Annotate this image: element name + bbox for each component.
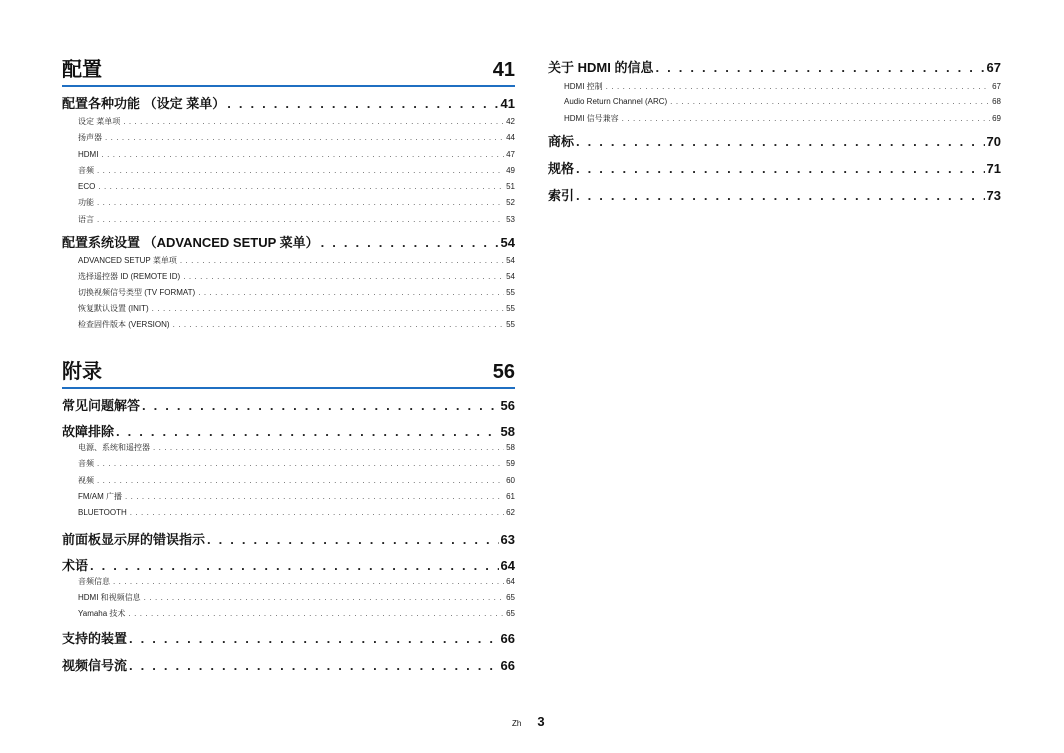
subsection-page: 60 [506,475,515,485]
section-page: 66 [500,630,515,646]
subsection-title: 视频 [78,475,94,485]
dot-leader [670,97,990,107]
chapter-page-number: 56 [492,361,515,384]
section-page: 73 [986,188,1001,203]
subsection-page: 62 [506,508,515,518]
dot-leader [129,631,499,647]
dot-leader [116,424,499,440]
section-title: 故障排除 [62,424,115,440]
dot-leader [576,161,985,177]
subsection-title: HDMI 和视频信息 [78,592,141,602]
section-page: 67 [986,60,1001,75]
subsection-page: 44 [506,133,515,143]
toc-subsection[interactable] [62,215,515,231]
section-page: 64 [500,557,515,573]
dot-leader [655,60,984,76]
subsection-title: HDMI [78,149,99,159]
dot-leader [606,82,990,92]
section-title: 关于 HDMI 的信息 [548,60,654,75]
section-title: 支持的装置 [62,630,128,646]
toc-subsection-list [62,256,515,336]
toc-subsection[interactable] [548,97,1001,115]
subsection-page: 55 [506,320,515,330]
toc-subsection[interactable] [62,492,515,508]
dot-leader [207,532,499,548]
subsection-page: 64 [506,576,515,586]
section-title: 配置系统设置 （ADVANCED SETUP 菜单） [62,235,319,251]
subsection-title: 扬声器 [78,133,102,143]
subsection-title: 语言 [78,214,94,224]
subsection-title: FM/AM 广播 [78,491,122,501]
subsection-page: 68 [992,96,1001,106]
section-page: 66 [500,657,515,673]
section-title: 规格 [548,161,575,176]
subsection-title: HDMI 控制 [564,82,603,91]
subsection-page: 69 [992,114,1001,123]
toc-section-hdmi-info[interactable] [548,60,1001,76]
subsection-page: 55 [506,288,515,298]
subsection-page: 51 [506,182,515,192]
toc-subsection[interactable] [62,476,515,492]
section-title: 常见问题解答 [62,398,141,414]
dot-leader [144,593,504,603]
subsection-title: 音频 [78,459,94,469]
page-footer [512,714,545,729]
toc-subsection[interactable] [62,609,515,625]
toc-subsection-list [62,443,515,524]
toc-subsection[interactable] [62,133,515,149]
subsection-page: 49 [506,165,515,175]
subsection-title: 电源、系统和遥控器 [78,443,150,453]
toc-subsection[interactable] [62,256,515,272]
toc-subsection-list [548,82,1001,128]
subsection-page: 53 [506,214,515,224]
subsection-page: 54 [506,256,515,266]
subsection-title: ADVANCED SETUP 菜单项 [78,256,177,266]
toc-section-video-signal-flow[interactable] [62,658,515,674]
subsection-title: 设定 菜单项 [78,117,121,126]
toc-subsection[interactable] [62,304,515,320]
section-title: 索引 [548,188,575,203]
page-number: 3 [537,714,545,729]
section-page: 71 [986,161,1001,176]
section-title: 商标 [548,134,575,149]
toc-section-error-indicators[interactable] [62,532,515,548]
section-page: 70 [986,134,1001,149]
toc-subsection[interactable] [62,150,515,166]
dot-leader [129,658,499,674]
subsection-title: ECO [78,182,96,192]
section-title: 前面板显示屏的错误指示 [62,531,206,547]
toc-section-specifications[interactable] [548,161,1001,177]
subsection-page: 58 [506,443,515,453]
subsection-page: 42 [506,117,515,126]
subsection-page: 47 [506,149,515,159]
language-code: Zh [512,719,522,728]
toc-subsection[interactable] [62,593,515,609]
dot-leader [101,150,504,160]
dot-leader [113,577,504,587]
section-page: 54 [500,235,515,251]
dot-leader [198,288,504,298]
toc-subsection[interactable] [62,320,515,336]
toc-section-troubleshooting[interactable] [62,424,515,440]
toc-section-index[interactable] [548,188,1001,204]
chapter-header-appendix [62,360,515,389]
subsection-title: 检查固件版本 (VERSION) [78,320,170,330]
dot-leader [622,114,990,124]
toc-section-trademarks[interactable] [548,134,1001,150]
subsection-title: 切换视频信号类型 (TV FORMAT) [78,288,196,298]
toc-section-advanced-setup[interactable] [62,235,515,251]
dot-leader [128,609,504,619]
subsection-title: 恢复默认设置 (INIT) [78,304,149,314]
toc-subsection[interactable] [62,272,515,288]
chapter-title: 附录 [62,361,102,384]
toc-subsection[interactable] [62,198,515,214]
chapter-header-configuration [62,58,515,87]
toc-subsection[interactable] [548,82,1001,97]
chapter-page-number: 41 [492,59,515,81]
section-title: 术语 [62,557,89,573]
toc-subsection[interactable] [62,459,515,475]
toc-section-glossary[interactable] [62,558,515,574]
subsection-page: 65 [506,608,515,618]
subsection-page: 67 [992,82,1001,91]
toc-subsection[interactable] [62,182,515,198]
dot-leader [97,459,504,469]
subsection-page: 65 [506,592,515,602]
subsection-title: Yamaha 技术 [78,608,126,618]
dot-leader [97,166,504,176]
subsection-title: HDMI 信号兼容 [564,114,619,123]
toc-subsection[interactable] [62,577,515,593]
dot-leader [576,134,985,150]
dot-leader [142,398,499,414]
dot-leader [125,492,504,502]
toc-left-column [62,58,515,674]
dot-leader [98,182,504,192]
dot-leader [123,117,504,127]
dot-leader [321,235,499,251]
dot-leader [173,320,505,330]
subsection-title: 音频信息 [78,576,110,586]
subsection-page: 52 [506,198,515,208]
subsection-page: 55 [506,304,515,314]
section-page: 58 [500,424,515,440]
toc-section-setup-menu[interactable] [62,96,515,112]
toc-section-faq[interactable] [62,398,515,414]
toc-subsection[interactable] [62,166,515,182]
toc-subsection-list [62,117,515,231]
subsection-title: BLUETOOTH [78,508,127,518]
dot-leader [130,508,504,518]
subsection-title: 功能 [78,198,94,208]
section-page: 41 [500,96,515,111]
toc-right-column [548,60,1001,204]
subsection-title: 音频 [78,165,94,175]
dot-leader [90,558,499,574]
dot-leader [180,256,504,266]
toc-subsection-list [62,577,515,625]
dot-leader [152,304,504,314]
subsection-page: 54 [506,272,515,282]
subsection-title: Audio Return Channel (ARC) [564,96,668,106]
subsection-page: 61 [506,491,515,501]
dot-leader [153,443,504,453]
toc-subsection[interactable] [548,114,1001,128]
section-title: 视频信号流 [62,657,128,673]
chapter-title: 配置 [62,59,102,81]
section-page: 56 [500,398,515,414]
toc-subsection[interactable] [62,508,515,524]
dot-leader [576,188,985,204]
subsection-title: 选择遥控器 ID (REMOTE ID) [78,272,181,282]
dot-leader [105,133,504,143]
dot-leader [227,96,498,112]
toc-section-supported-devices[interactable] [62,631,515,647]
toc-subsection[interactable] [62,117,515,133]
toc-subsection[interactable] [62,288,515,304]
toc-subsection[interactable] [62,443,515,459]
dot-leader [97,198,504,208]
dot-leader [183,272,504,282]
section-title: 配置各种功能 （设定 菜单） [62,96,226,111]
section-page: 63 [500,531,515,547]
dot-leader [97,476,504,486]
subsection-page: 59 [506,459,515,469]
dot-leader [97,215,504,225]
